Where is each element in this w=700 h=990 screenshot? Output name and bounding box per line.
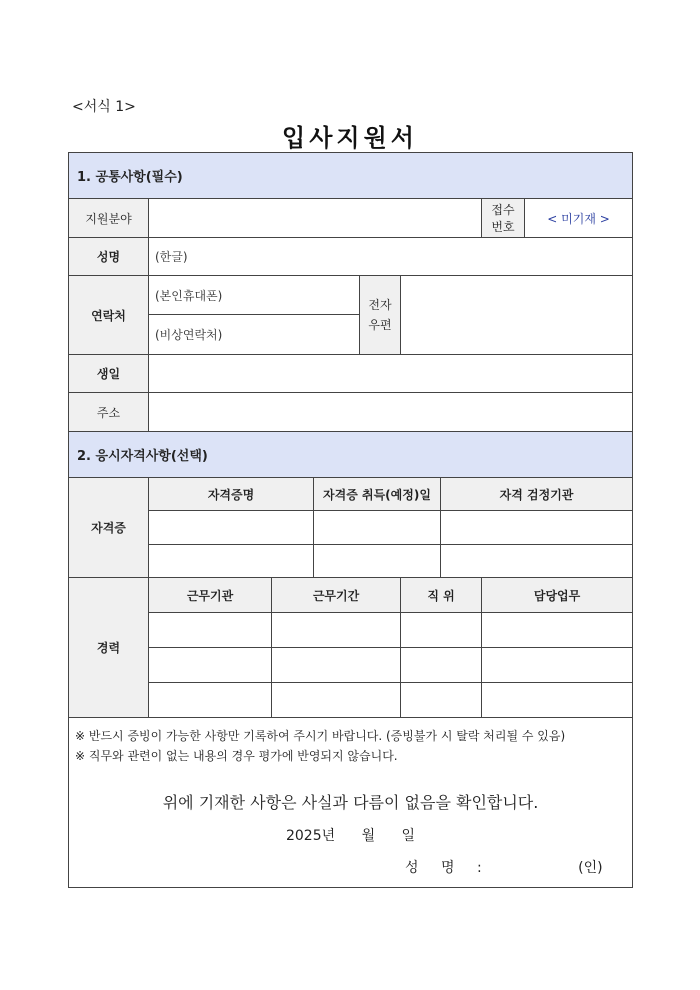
cert-col-date: 자격증 취득(예정)일 (314, 478, 441, 511)
career-col-org: 근무기관 (149, 578, 272, 613)
career-col-period: 근무기간 (272, 578, 401, 613)
birth-label: 생일 (69, 355, 149, 393)
cert-col-name: 자격증명 (149, 478, 314, 511)
confirmation-statement: 위에 기재한 사항은 사실과 다름이 없음을 확인합니다. (162, 793, 539, 812)
address-label: 주소 (69, 393, 149, 432)
address-input[interactable] (149, 393, 633, 432)
form-number-label: <서식 1> (72, 99, 136, 115)
section-2-heading: 2. 응시자격사항(선택) (69, 432, 633, 478)
page-title: 입사지원서 (282, 124, 418, 152)
career-cell[interactable] (272, 683, 401, 718)
signature-line (75, 857, 626, 877)
career-cell[interactable] (272, 648, 401, 683)
certificate-label: 자격증 (69, 478, 149, 578)
section-1-heading: 1. 공통사항(필수) (69, 153, 633, 199)
name-input[interactable]: (한글) (149, 238, 633, 276)
career-cell[interactable] (149, 613, 272, 648)
career-cell[interactable] (401, 683, 482, 718)
application-form-table (68, 152, 633, 888)
seal-mark: (인) (578, 860, 603, 876)
career-cell[interactable] (401, 648, 482, 683)
career-cell[interactable] (482, 613, 633, 648)
receipt-number-value: < 미기재 > (525, 199, 633, 238)
field-label: 지원분야 (69, 199, 149, 238)
career-col-duty: 담당업무 (482, 578, 633, 613)
career-label: 경력 (69, 578, 149, 718)
receipt-number-label: 접수번호 (482, 199, 525, 238)
name-label: 성명 (69, 238, 149, 276)
cert-cell[interactable] (441, 511, 633, 545)
signature-label: 성 명 : (405, 860, 482, 876)
career-cell[interactable] (149, 648, 272, 683)
date-line: 2025년 월 일 (285, 828, 416, 844)
cert-cell[interactable] (314, 545, 441, 578)
cert-cell[interactable] (441, 545, 633, 578)
cert-cell[interactable] (149, 545, 314, 578)
email-input[interactable] (401, 276, 633, 355)
emergency-contact-input[interactable]: (비상연락처) (149, 315, 360, 355)
email-label: 전자 우편 (360, 276, 401, 355)
note-relevance: ※ 직무와 관련이 없는 내용의 경우 평가에 반영되지 않습니다. (75, 749, 398, 763)
career-cell[interactable] (482, 648, 633, 683)
field-input[interactable] (149, 199, 482, 238)
contact-label: 연락처 (69, 276, 149, 355)
career-cell[interactable] (401, 613, 482, 648)
cert-cell[interactable] (314, 511, 441, 545)
career-cell[interactable] (149, 683, 272, 718)
cert-col-issuer: 자격 검정기관 (441, 478, 633, 511)
career-col-position: 직 위 (401, 578, 482, 613)
career-cell[interactable] (272, 613, 401, 648)
birth-input[interactable] (149, 355, 633, 393)
note-evidence: ※ 반드시 증빙이 가능한 사항만 기록하여 주시기 바랍니다. (증빙불가 시 탈락 처리될 수 있음) (75, 729, 566, 743)
mobile-input[interactable]: (본인휴대폰) (149, 276, 360, 315)
career-cell[interactable] (482, 683, 633, 718)
cert-cell[interactable] (149, 511, 314, 545)
footer-block (69, 718, 633, 888)
